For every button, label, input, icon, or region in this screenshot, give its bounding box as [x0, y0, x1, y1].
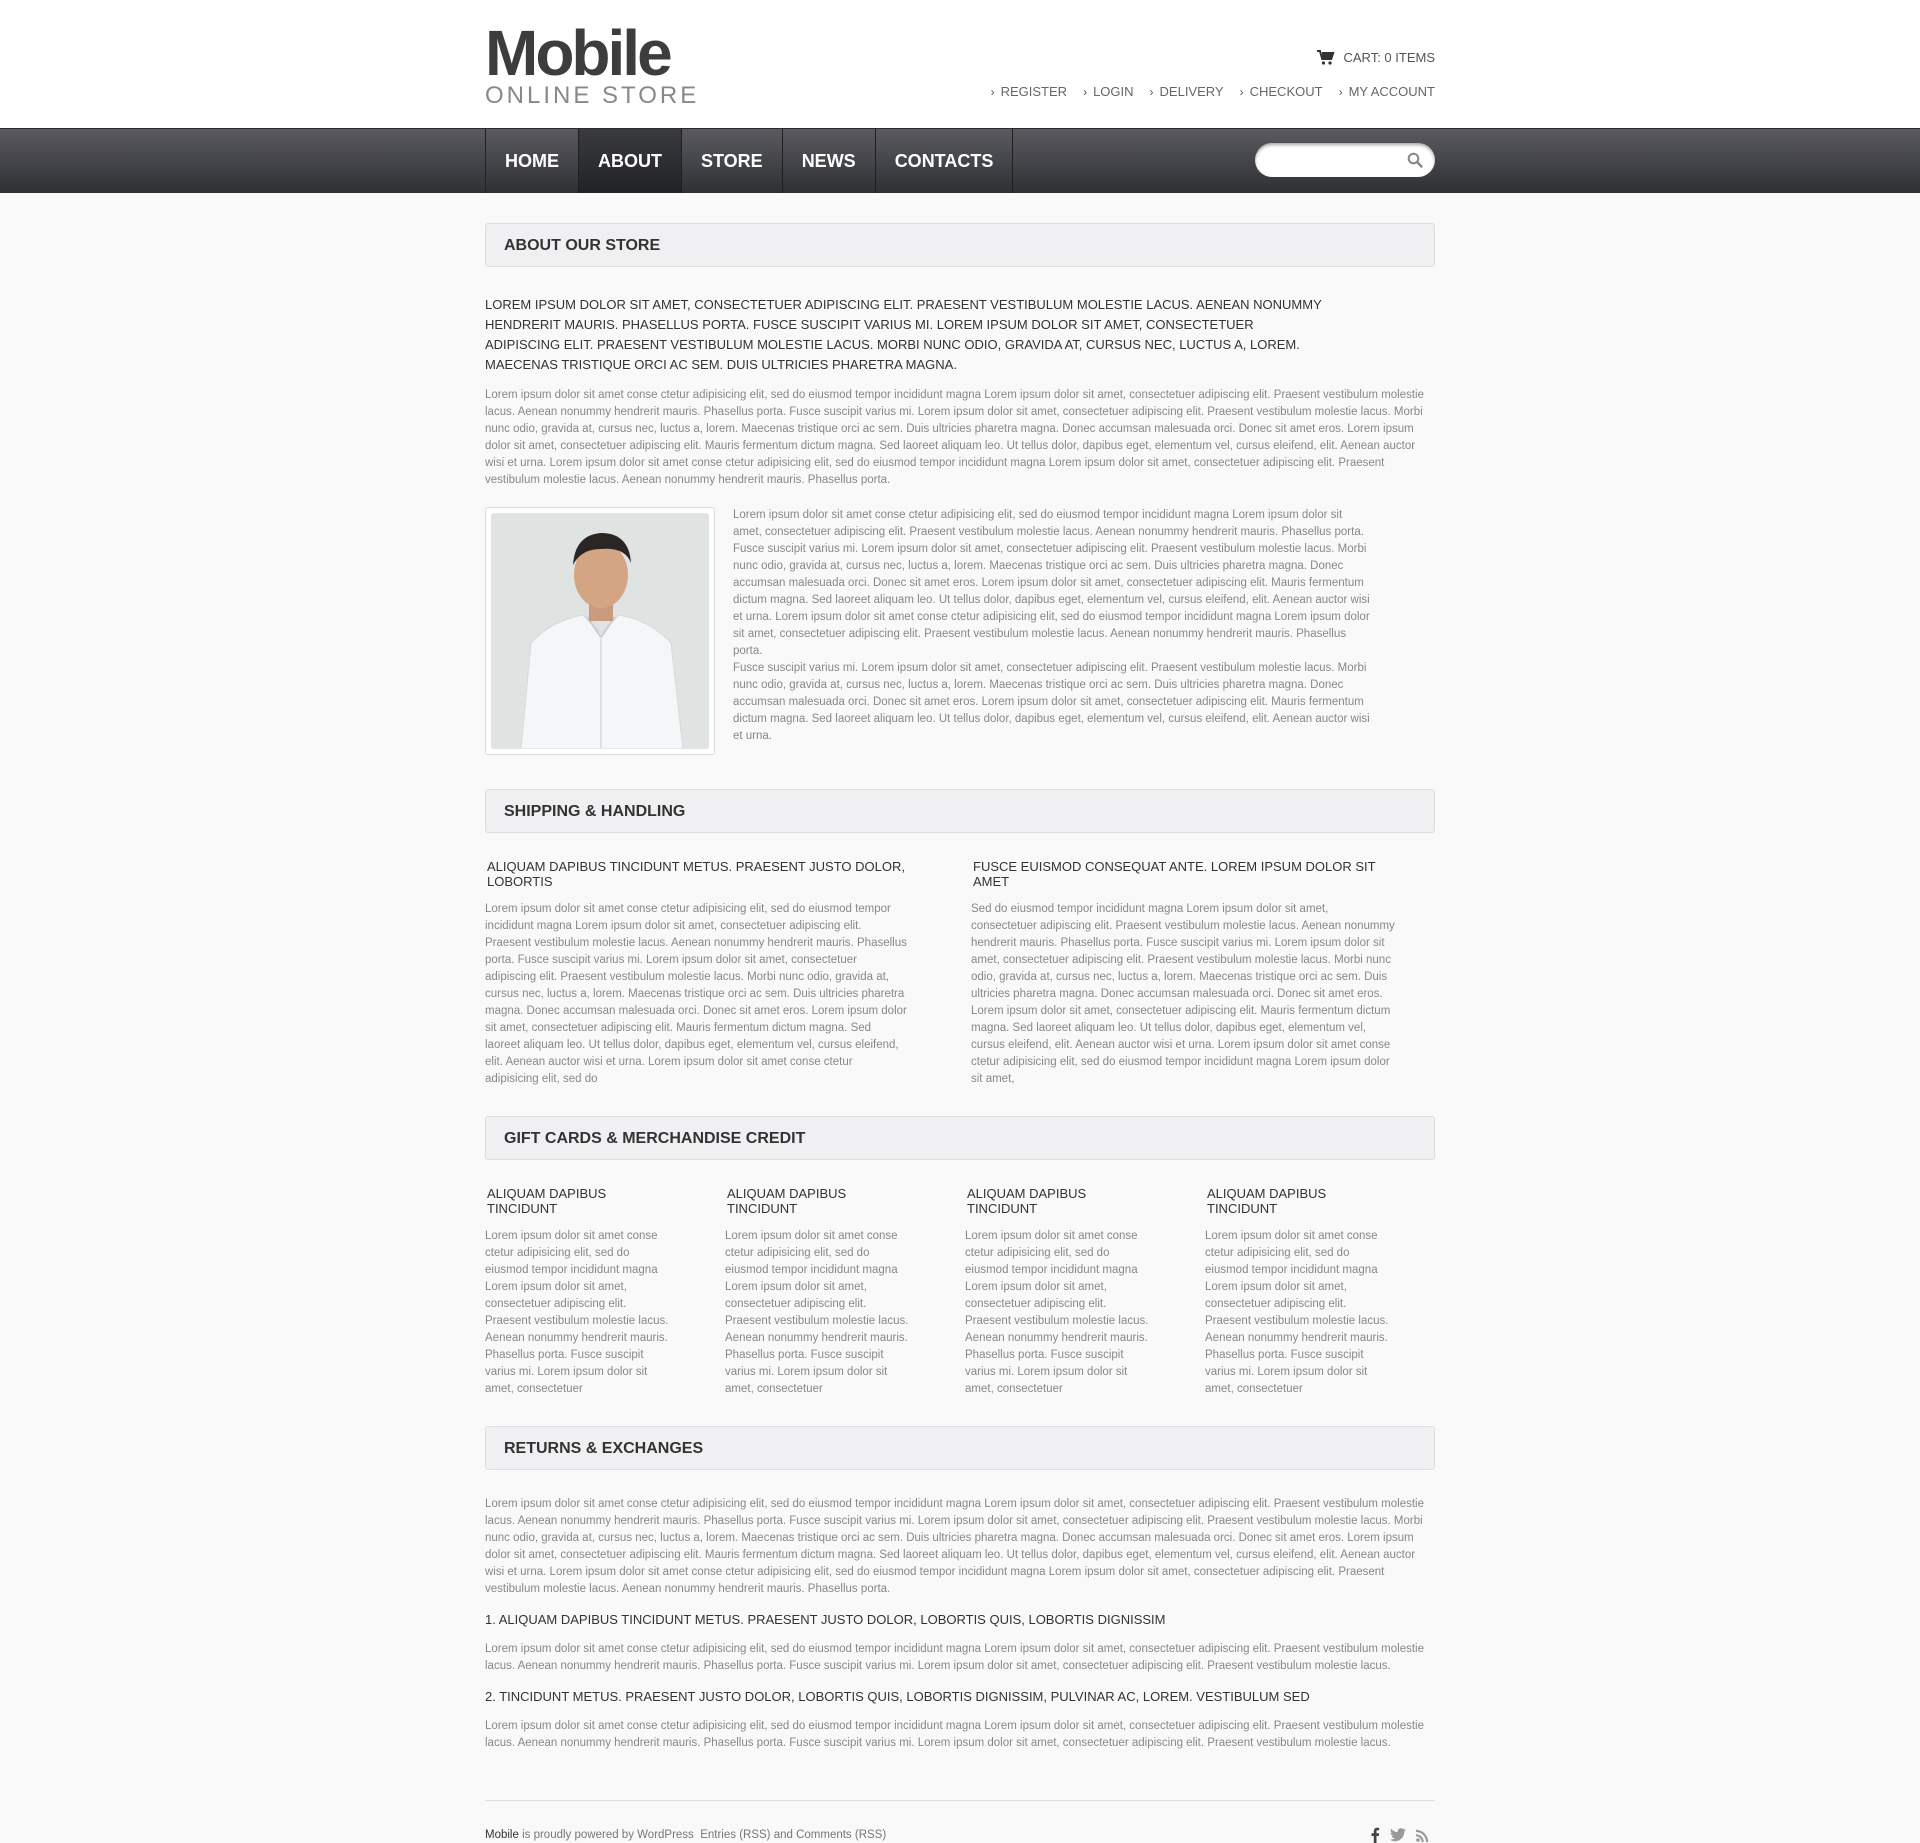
about-media — [485, 507, 1435, 755]
about-side-paragraph-2: Fusce suscipit varius mi. Lorem ipsum dolor sit amet, consectetuer adipiscing elit. Praesent vestibulum molestie lacus. Morbi nunc odio, gravida at, cursus nec, luctus a, lorem. Maecenas tristique orci ac sem. Duis ultricies pharetra magna. Donec accumsan malesuada orci. Donec sit amet eros. Lorem ipsum dolor sit amet, consectetuer adipiscing elit. Mauris fermentum dictum magna. Sed laoreet aliquam leo. Ut tellus dolor, dapibus eget, elementum vel, cursus eleifend, elit. Aenean auctor wisi et urna. — [733, 662, 1370, 742]
gift-column-text: Lorem ipsum dolor sit amet conse ctetur adipisicing elit, sed do eiusmod tempor incididunt magna Lorem ipsum dolor sit amet, consectetuer adipiscing elit. Praesent vestibulum molestie lacus. Aenean nonummy hendrerit mauris. Phasellus porta. Fusce suscipit varius mi. Lorem ipsum dolor sit amet, consectetuer — [485, 1230, 669, 1395]
chevron-right-icon: › — [1149, 84, 1154, 99]
nav-item-about[interactable]: ABOUT — [579, 129, 682, 193]
comments-rss-link[interactable]: Comments (RSS) — [796, 1829, 887, 1841]
nav-menu — [485, 129, 1013, 193]
returns-item-title: 1. ALIQUAM DAPIBUS TINCIDUNT METUS. PRAESENT JUSTO DOLOR, LOBORTIS QUIS, LOBORTIS DIGNISSIM — [485, 1612, 1166, 1627]
footer-and-text: and — [770, 1829, 797, 1841]
gift-column-text: Lorem ipsum dolor sit amet conse ctetur adipisicing elit, sed do eiusmod tempor incididunt magna Lorem ipsum dolor sit amet, consectetuer adipiscing elit. Praesent vestibulum molestie lacus. Aenean nonummy hendrerit mauris. Phasellus porta. Fusce suscipit varius mi. Lorem ipsum dolor sit amet, consectetuer — [1205, 1230, 1389, 1395]
shipping-column-text: Lorem ipsum dolor sit amet conse ctetur adipisicing elit, sed do eiusmod tempor incididunt magna Lorem ipsum dolor sit amet, consectetuer adipiscing elit. Praesent vestibulum molestie lacus. Aenean nonummy hendrerit mauris. Phasellus porta. Fusce suscipit varius mi. Lorem ipsum dolor sit amet, consectetuer adipiscing elit. Praesent vestibulum molestie lacus. Morbi nunc odio, gravida at, cursus nec, luctus a, lorem. Maecenas tristique orci ac sem. Duis ultricies pharetra magna. Donec accumsan malesuada orci. Donec sit amet eros. Lorem ipsum dolor sit amet, consectetuer adipiscing elit. Mauris fermentum dictum magna. Sed laoreet aliquam leo. Ut tellus dolor, dapibus eget, elementum vel, cursus eleifend, elit. Aenean auctor wisi et urna. Lorem ipsum dolor sit amet conse ctetur adipisicing elit, sed do — [485, 903, 907, 1085]
gift-column — [725, 1186, 913, 1398]
shipping-column-text: Sed do eiusmod tempor incididunt magna Lorem ipsum dolor sit amet, consectetuer adipiscing elit. Praesent vestibulum molestie lacus. Aenean nonummy hendrerit mauris. Phasellus porta. Fusce suscipit varius mi. Lorem ipsum dolor sit amet, consectetuer adipiscing elit. Praesent vestibulum molestie lacus. Morbi nunc odio, gravida at, cursus nec, luctus a, lorem. Maecenas tristique orci ac sem. Duis ultricies pharetra magna. Donec accumsan malesuada orci. Donec sit amet eros. Lorem ipsum dolor sit amet, consectetuer adipiscing elit. Mauris fermentum dictum magna. Sed laoreet aliquam leo. Ut tellus dolor, dapibus eget, elementum vel, cursus eleifend, elit. Aenean auctor wisi et urna. Lorem ipsum dolor sit amet conse ctetur adipisicing elit, sed do eiusmod tempor incididunt magna Lorem ipsum dolor sit amet, — [971, 903, 1395, 1085]
cart-link[interactable] — [1317, 50, 1435, 65]
returns-item-title: 2. TINCIDUNT METUS. PRAESENT JUSTO DOLOR, LOBORTIS QUIS, LOBORTIS DIGNISSIM, PULVINAR AC, LOREM. VESTIBULUM SED — [485, 1689, 1310, 1704]
chevron-right-icon: › — [1338, 84, 1343, 99]
entries-rss-link[interactable]: Entries (RSS) — [700, 1829, 771, 1841]
footer-credits — [485, 1829, 886, 1841]
shipping-column — [971, 859, 1395, 1088]
returns-item-text: Lorem ipsum dolor sit amet conse ctetur adipisicing elit, sed do eiusmod tempor incididunt magna Lorem ipsum dolor sit amet, consectetuer adipiscing elit. Praesent vestibulum molestie lacus. Aenean nonummy hendrerit mauris. Phasellus porta. Fusce suscipit varius mi. Lorem ipsum dolor sit amet, consectetuer adipiscing elit. Praesent vestibulum molestie lacus. — [485, 1720, 1424, 1749]
about-side-text — [733, 507, 1373, 755]
gift-column — [1205, 1186, 1393, 1398]
footer-brand-link[interactable]: Mobile — [485, 1829, 519, 1841]
twitter-icon[interactable] — [1390, 1828, 1406, 1842]
profile-photo-frame — [485, 507, 715, 755]
social-links — [1370, 1827, 1429, 1843]
about-lead: LOREM IPSUM DOLOR SIT AMET, CONSECTETUER ADIPISCING ELIT. PRAESENT VESTIBULUM MOLESTIE LACUS. AENEAN NONUMMY HENDRERIT MAURIS. PHASELLUS PORTA. FUSCE SUSCIPIT VARIUS MI. LOREM IPSUM DOLOR SIT AMET, CONSECTETUER ADIPISCING ELIT. PRAESENT VESTIBULUM MOLESTIE LACUS. MORBI NUNC ODIO, GRAVIDA AT, CURSUS NEC, LUCTUS A, LOREM. MAECENAS TRISTIQUE ORCI AC SEM. DUIS ULTRICIES PHARETRA MAGNA. — [485, 297, 1322, 372]
gift-column-text: Lorem ipsum dolor sit amet conse ctetur adipisicing elit, sed do eiusmod tempor incididunt magna Lorem ipsum dolor sit amet, consectetuer adipiscing elit. Praesent vestibulum molestie lacus. Aenean nonummy hendrerit mauris. Phasellus porta. Fusce suscipit varius mi. Lorem ipsum dolor sit amet, consectetuer — [965, 1230, 1149, 1395]
login-link[interactable]: › LOGIN — [1083, 84, 1134, 99]
gift-column-heading: ALIQUAM DAPIBUS TINCIDUNT — [1207, 1186, 1327, 1216]
site-header — [0, 0, 1920, 128]
returns-title: RETURNS & EXCHANGES — [485, 1426, 1435, 1470]
shipping-columns — [485, 859, 1435, 1088]
gift-column — [965, 1186, 1153, 1398]
cart-icon — [1317, 50, 1335, 65]
footer-powered-text: is proudly powered by WordPress — [518, 1829, 694, 1841]
facebook-icon[interactable] — [1370, 1827, 1380, 1843]
logo[interactable] — [485, 17, 700, 109]
shipping-title: SHIPPING & HANDLING — [485, 789, 1435, 833]
checkout-link[interactable]: › CHECKOUT — [1239, 84, 1323, 99]
main-navigation — [0, 128, 1920, 193]
register-link[interactable]: › REGISTER — [990, 84, 1068, 99]
gift-column-heading: ALIQUAM DAPIBUS TINCIDUNT — [487, 1186, 607, 1216]
cart-label: CART: 0 ITEMS — [1343, 50, 1435, 65]
about-title: ABOUT OUR STORE — [485, 223, 1435, 267]
logo-name: Mobile — [485, 17, 670, 89]
search-input[interactable] — [1255, 143, 1419, 177]
gift-column — [485, 1186, 673, 1398]
top-links — [991, 84, 1435, 99]
shipping-column — [485, 859, 909, 1088]
delivery-link[interactable]: › DELIVERY — [1149, 84, 1224, 99]
search-box — [1255, 143, 1435, 177]
returns-item-text: Lorem ipsum dolor sit amet conse ctetur adipisicing elit, sed do eiusmod tempor incididunt magna Lorem ipsum dolor sit amet, consectetuer adipiscing elit. Praesent vestibulum molestie lacus. Aenean nonummy hendrerit mauris. Phasellus porta. Fusce suscipit varius mi. Lorem ipsum dolor sit amet, consectetuer adipiscing elit. Praesent vestibulum molestie lacus. — [485, 1643, 1424, 1672]
profile-photo — [491, 513, 709, 749]
chevron-right-icon: › — [990, 84, 995, 99]
site-footer — [485, 1801, 1435, 1843]
nav-item-news[interactable]: NEWS — [783, 129, 876, 193]
gift-title: GIFT CARDS & MERCHANDISE CREDIT — [485, 1116, 1435, 1160]
gift-columns — [485, 1186, 1435, 1398]
logo-tagline: ONLINE STORE — [485, 82, 700, 109]
chevron-right-icon: › — [1083, 84, 1088, 99]
rss-icon[interactable] — [1416, 1829, 1429, 1842]
nav-item-home[interactable]: HOME — [486, 129, 579, 193]
shipping-column-heading: FUSCE EUISMOD CONSEQUAT ANTE. LOREM IPSUM DOLOR SIT AMET — [973, 859, 1376, 889]
chevron-right-icon: › — [1239, 84, 1244, 99]
person-illustration — [491, 513, 709, 749]
about-paragraph: Lorem ipsum dolor sit amet conse ctetur adipisicing elit, sed do eiusmod tempor incididunt magna Lorem ipsum dolor sit amet, consectetuer adipiscing elit. Praesent vestibulum molestie lacus. Aenean nonummy hendrerit mauris. Phasellus porta. Fusce suscipit varius mi. Lorem ipsum dolor sit amet, consectetuer adipiscing elit. Praesent vestibulum molestie lacus. Morbi nunc odio, gravida at, cursus nec, luctus a, lorem. Maecenas tristique orci ac sem. Duis ultricies pharetra magna. Donec accumsan malesuada orci. Donec sit amet eros. Lorem ipsum dolor sit amet, consectetuer adipiscing elit. Mauris fermentum dictum magna. Sed laoreet aliquam leo. Ut tellus dolor, dapibus eget, elementum vel, cursus eleifend, elit. Aenean auctor wisi et urna. Lorem ipsum dolor sit amet conse ctetur adipisicing elit, sed do eiusmod tempor incididunt magna Lorem ipsum dolor sit amet, consectetuer adipiscing elit. Praesent vestibulum molestie lacus. Aenean nonummy hendrerit mauris. Phasellus porta. — [485, 389, 1424, 486]
gift-column-text: Lorem ipsum dolor sit amet conse ctetur adipisicing elit, sed do eiusmod tempor incididunt magna Lorem ipsum dolor sit amet, consectetuer adipiscing elit. Praesent vestibulum molestie lacus. Aenean nonummy hendrerit mauris. Phasellus porta. Fusce suscipit varius mi. Lorem ipsum dolor sit amet, consectetuer — [725, 1230, 909, 1395]
gift-column-heading: ALIQUAM DAPIBUS TINCIDUNT — [727, 1186, 847, 1216]
my-account-link[interactable]: › MY ACCOUNT — [1338, 84, 1435, 99]
gift-column-heading: ALIQUAM DAPIBUS TINCIDUNT — [967, 1186, 1087, 1216]
returns-intro: Lorem ipsum dolor sit amet conse ctetur adipisicing elit, sed do eiusmod tempor incididunt magna Lorem ipsum dolor sit amet, consectetuer adipiscing elit. Praesent vestibulum molestie lacus. Aenean nonummy hendrerit mauris. Phasellus porta. Fusce suscipit varius mi. Lorem ipsum dolor sit amet, consectetuer adipiscing elit. Praesent vestibulum molestie lacus. Morbi nunc odio, gravida at, cursus nec, luctus a, lorem. Maecenas tristique orci ac sem. Duis ultricies pharetra magna. Donec accumsan malesuada orci. Donec sit amet eros. Lorem ipsum dolor sit amet, consectetuer adipiscing elit. Mauris fermentum dictum magna. Sed laoreet aliquam leo. Ut tellus dolor, dapibus eget, elementum vel, cursus eleifend, elit. Aenean auctor wisi et urna. Lorem ipsum dolor sit amet conse ctetur adipisicing elit, sed do eiusmod tempor incididunt magna Lorem ipsum dolor sit amet, consectetuer adipiscing elit. Praesent vestibulum molestie lacus. Aenean nonummy hendrerit mauris. Phasellus porta. — [485, 1498, 1424, 1595]
nav-item-contacts[interactable]: CONTACTS — [876, 129, 1014, 193]
search-icon[interactable] — [1407, 152, 1423, 168]
shipping-column-heading: ALIQUAM DAPIBUS TINCIDUNT METUS. PRAESENT JUSTO DOLOR, LOBORTIS — [487, 859, 905, 889]
nav-item-store[interactable]: STORE — [682, 129, 783, 193]
main-content — [485, 193, 1435, 1843]
about-side-paragraph-1: Lorem ipsum dolor sit amet conse ctetur adipisicing elit, sed do eiusmod tempor incididunt magna Lorem ipsum dolor sit amet, consectetuer adipiscing elit. Praesent vestibulum molestie lacus. Aenean nonummy hendrerit mauris. Phasellus porta. Fusce suscipit varius mi. Lorem ipsum dolor sit amet, consectetuer adipiscing elit. Praesent vestibulum molestie lacus. Morbi nunc odio, gravida at, cursus nec, luctus a, lorem. Maecenas tristique orci ac sem. Duis ultricies pharetra magna. Donec accumsan malesuada orci. Donec sit amet eros. Lorem ipsum dolor sit amet, consectetuer adipiscing elit. Mauris fermentum dictum magna. Sed laoreet aliquam leo. Ut tellus dolor, dapibus eget, elementum vel, cursus eleifend, elit. Aenean auctor wisi et urna. Lorem ipsum dolor sit amet conse ctetur adipisicing elit, sed do eiusmod tempor incididunt magna Lorem ipsum dolor sit amet, consectetuer adipiscing elit. Praesent vestibulum molestie lacus. Aenean nonummy hendrerit mauris. Phasellus porta. — [733, 509, 1370, 657]
